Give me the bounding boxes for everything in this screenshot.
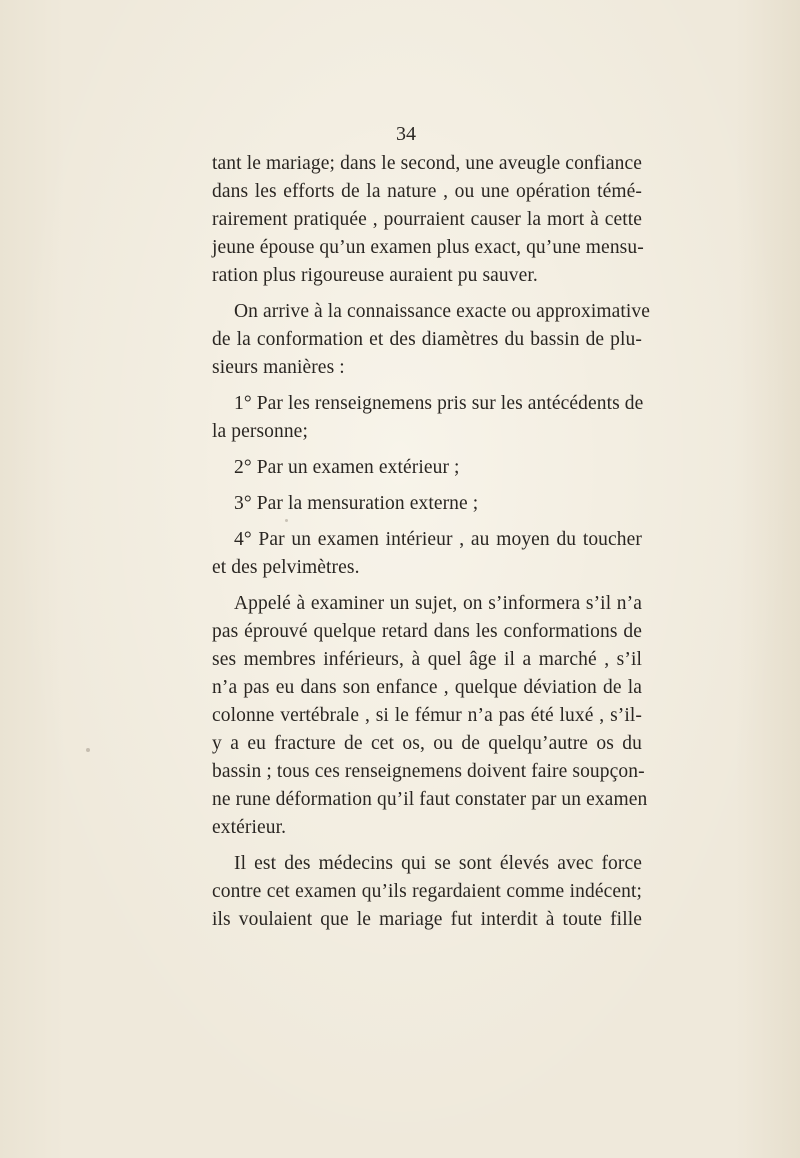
- page-number: 34: [396, 123, 416, 145]
- text-line: On arrive à la connaissance exacte ou approximative: [234, 301, 651, 322]
- text-line: de la conformation et des diamètres du bassin de plu-: [212, 329, 642, 350]
- ink-speck: [86, 748, 90, 752]
- ink-speck: [285, 519, 288, 522]
- text-line: ne rune déformation qu’il faut constater par un examen: [212, 789, 648, 810]
- text-line: ration plus rigoureuse auraient pu sauver.: [212, 265, 538, 286]
- text-line: et des pelvimètres.: [212, 557, 360, 578]
- text-line: tant le mariage; dans le second, une aveugle confiance: [212, 153, 642, 174]
- list-item: [212, 390, 642, 446]
- text-line: rairement pratiquée , pourraient causer la mort à cette: [212, 209, 642, 230]
- body-text: [212, 150, 651, 934]
- text-line: 1° Par les renseignemens pris sur les antécédents de: [234, 393, 644, 414]
- text-line: dans les efforts de la nature , ou une opération témé-: [212, 181, 642, 202]
- text-line: pas éprouvé quelque retard dans les conformations de: [212, 621, 642, 642]
- paragraph: [212, 298, 651, 382]
- text-line: 4° Par un examen intérieur , au moyen du toucher: [234, 529, 642, 550]
- list-item: [212, 526, 642, 582]
- text-line: extérieur.: [212, 817, 287, 838]
- text-line: contre cet examen qu’ils regardaient comme indécent;: [212, 881, 642, 902]
- list-item: [212, 490, 642, 518]
- paragraph: [212, 150, 642, 290]
- text-line: colonne vertébrale , si le fémur n’a pas été luxé , s’il-: [212, 705, 642, 726]
- text-line: bassin ; tous ces renseignemens doivent faire soupçon-: [212, 761, 645, 782]
- text-line: ils voulaient que le mariage fut interdit à toute fille: [212, 909, 642, 930]
- text-line: 3° Par la mensuration externe ;: [234, 493, 479, 514]
- text-line: sieurs manières :: [212, 357, 345, 378]
- paragraph: [212, 590, 648, 842]
- text-line: Il est des médecins qui se sont élevés avec force: [234, 853, 642, 874]
- text-line: n’a pas eu dans son enfance , quelque déviation de la: [212, 677, 642, 698]
- text-line: 2° Par un examen extérieur ;: [234, 457, 460, 478]
- paragraph: [212, 850, 642, 934]
- text-line: ses membres inférieurs, à quel âge il a marché , s’il: [212, 649, 642, 670]
- text-line: y a eu fracture de cet os, ou de quelqu’autre os du: [212, 733, 642, 754]
- text-line: jeune épouse qu’un examen plus exact, qu’une mensu-: [212, 237, 644, 258]
- text-line: la personne;: [212, 421, 308, 442]
- text-line: Appelé à examiner un sujet, on s’informera s’il n’a: [234, 593, 642, 614]
- list-item: [212, 454, 642, 482]
